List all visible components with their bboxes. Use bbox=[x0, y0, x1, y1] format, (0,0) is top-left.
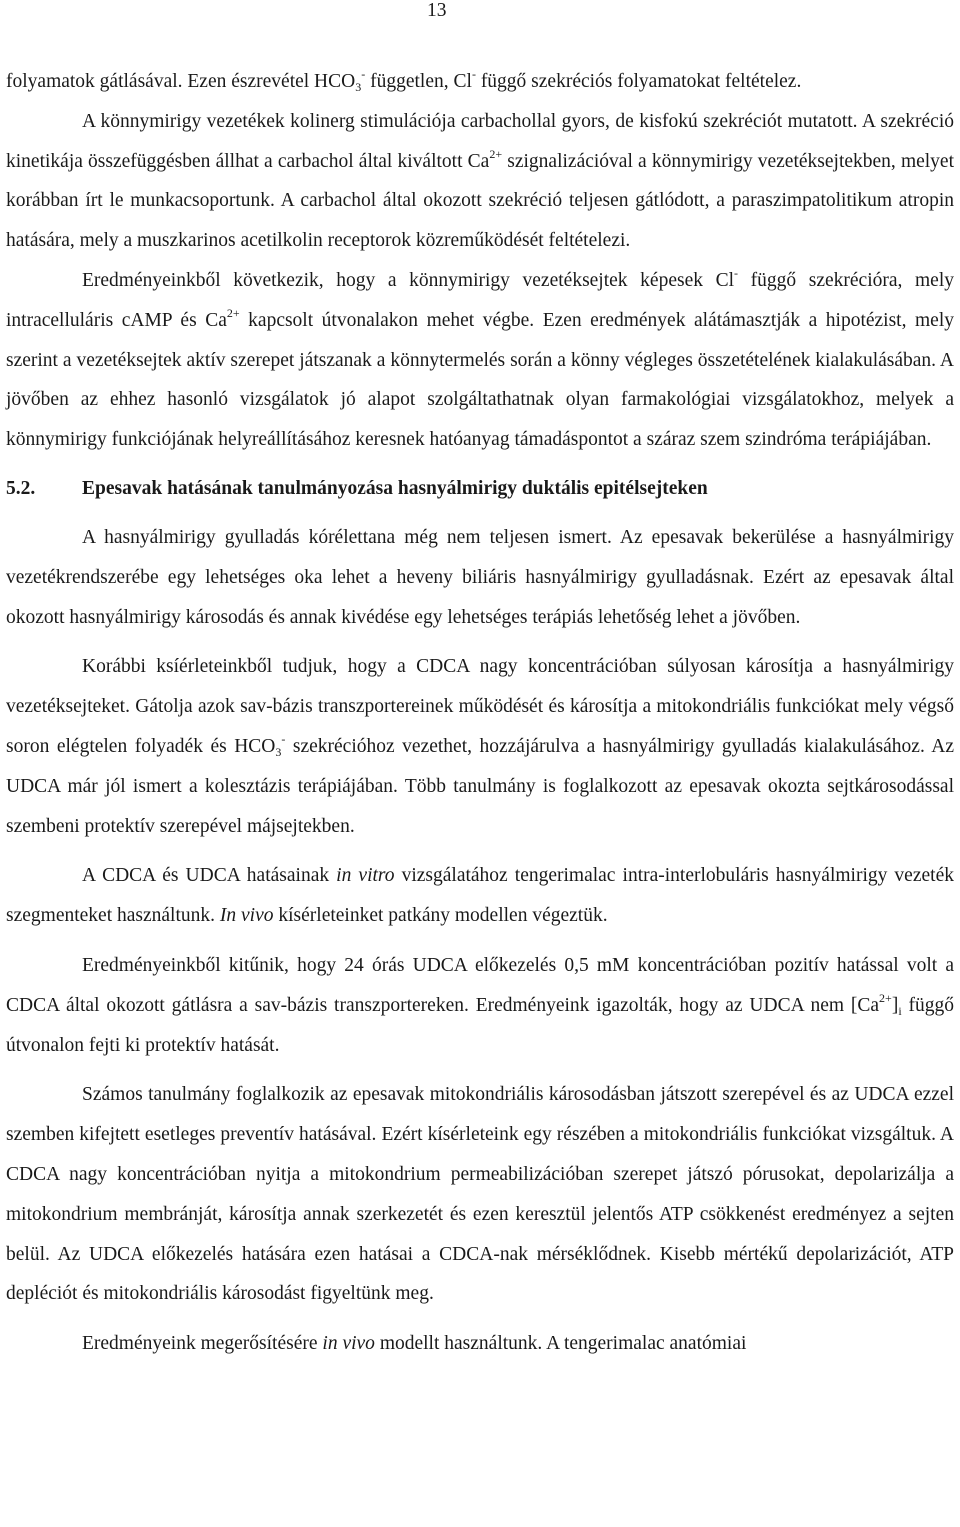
text-run: ] bbox=[891, 994, 899, 1016]
text-run: szekrécióhoz vezethet, hozzájárulva a hasnyálmirigy gyulladás kialakulásához. Az UDCA már jól ismert a kolesztázis terápiájában. Több tanulmány is foglalkozott az epesavak okozta sejtkárosodással szembeni protektív szerepével májsejtekben. bbox=[6, 735, 954, 837]
text-run: kapcsolt útvonalakon mehet végbe. Ezen eredmények alátámasztják a hipotézist, mely szerint a vezetéksejtek aktív szerepet játszanak a könnytermelés során a könny végleges összetételének kialakulásában. A jövőben az ehhez hasonló vizsgálatok jó alapot szolgáltathatnak olyan farmakológiai vizsgálatokhoz, melyek a könnymirigy funkciójának helyreállításához keresnek hatóanyag támadáspontot a száraz szem szindróma terápiájában. bbox=[6, 309, 954, 451]
paragraph-3 bbox=[6, 261, 954, 460]
paragraph-9 bbox=[6, 1324, 954, 1364]
text-run: független, Cl bbox=[365, 71, 472, 92]
superscript: - bbox=[361, 67, 366, 81]
text-run: vizsgálatához tengerimalac intra-interlobuláris hasnyálmirigy vezeték szegmenteket használtunk. bbox=[6, 865, 954, 927]
superscript: - bbox=[281, 731, 286, 746]
document-body bbox=[6, 62, 954, 1364]
text-run: szignalizációval a könnymirigy vezetéksejtekben, melyet korábban írt le munkacsoportunk. A carbachol által okozott szekréció teljesen gátlódott, a paraszimpatolitikum atropin hatására, mely a muszkarinos acetilkolin receptorok közreműködését feltételezi. bbox=[6, 150, 955, 252]
paragraph-4: A hasnyálmirigy gyulladás kórélettana még nem teljesen ismert. Az epesavak bekerülése a hasnyálmirigy vezetékrendszerébe egy lehetséges oka lehet a heveny biliáris hasnyálmirigy gyulladásnak. Ezért az epesavak által okozott hasnyálmirigy károsodás és annak kivédése egy lehetséges terápiás lehetőség lehet a jövőben. bbox=[6, 526, 954, 628]
paragraph-2 bbox=[6, 102, 954, 261]
text-run: modellt használtunk. A tengerimalac anatómiai bbox=[374, 1333, 747, 1355]
paragraph-8: Számos tanulmány foglalkozik az epesavak mitokondriális károsodásban játszott szerepével és az UDCA ezzel szemben kifejtett esetleges preventív hatásával. Ezért kísérleteink egy részében a mitokondriális funkciókat vizsgáltuk. A CDCA nagy koncentrációban nyitja a mitokondrium permeabilizációban szerepet játszó pórusokat, depolarizálja a mitokondrium membránját, károsítja annak szerkezetét és ezen keresztül jelentős ATP csökkenést eredményez a sejten belül. Az UDCA előkezelés hatására ezen hatásai a CDCA-nak mérséklődnek. Kisebb mértékű depolarizációt, ATP depléciót és mitokondriális károsodást figyeltünk meg. bbox=[6, 1084, 954, 1305]
page-number: 13 bbox=[427, 0, 447, 21]
text-run: Eredményeinkből kitűnik, hogy 24 órás UDCA előkezelés 0,5 mM koncentrációban pozitív hatással volt a CDCA által okozott gátlásra a sav-bázis transzportereken. Eredményeink igazolták, hogy az UDCA nem [Ca bbox=[6, 954, 954, 1016]
italic-term: in vivo bbox=[322, 1333, 375, 1355]
text-run: függő szekréciós folyamatokat feltételez. bbox=[475, 71, 802, 92]
section-number: 5.2. bbox=[6, 477, 36, 499]
superscript: - bbox=[734, 265, 739, 280]
text-run: A könnymirigy vezetékek kolinerg stimulációja carbachollal gyors, de kisfokú szekréciót mutatott. A szekréció kinetikája összefüggésben állhat a carbachol által kiváltott Ca bbox=[6, 110, 954, 172]
subscript: i bbox=[898, 1003, 902, 1018]
italic-term: In vivo bbox=[219, 905, 274, 927]
text-run: Eredményeink megerősítésére bbox=[82, 1333, 323, 1355]
text-run: függő szekrécióra, mely intracelluláris cAMP és Ca bbox=[6, 269, 954, 331]
section-heading bbox=[6, 474, 954, 518]
paragraph-7 bbox=[6, 946, 954, 1065]
text-run: kísérleteinket patkány modellen végeztük. bbox=[273, 905, 608, 927]
text-run: folyamatok gátlásával. Ezen észrevétel HCO bbox=[6, 71, 356, 92]
text-run: függő útvonalon fejti ki protektív hatását. bbox=[6, 994, 954, 1056]
paragraph-1 bbox=[6, 62, 954, 102]
paragraph-6 bbox=[6, 856, 954, 936]
superscript: 2+ bbox=[879, 990, 892, 1005]
text-run: Korábbi ksíérleteinkből tudjuk, hogy a CDCA nagy koncentrációban súlyosan károsítja a hasnyálmirigy vezetéksejteket. Gátolja azok sav-bázis transzportereinek működését és károsítja a mitokondriális funkciókat mely végső soron elégtelen folyadék és HCO bbox=[6, 656, 954, 757]
superscript: - bbox=[471, 67, 476, 81]
subscript: 3 bbox=[275, 744, 282, 759]
text-run: A CDCA és UDCA hatásainak bbox=[82, 865, 337, 887]
subscript: 3 bbox=[355, 80, 362, 94]
paragraph-5 bbox=[6, 647, 954, 846]
italic-term: in vitro bbox=[336, 865, 395, 887]
superscript: 2+ bbox=[489, 146, 503, 161]
section-title: Epesavak hatásának tanulmányozása hasnyálmirigy duktális epitélsejteken bbox=[82, 477, 708, 499]
text-run: Eredményeinkből következik, hogy a könnymirigy vezetéksejtek képesek Cl bbox=[82, 269, 735, 291]
superscript: 2+ bbox=[226, 305, 240, 320]
